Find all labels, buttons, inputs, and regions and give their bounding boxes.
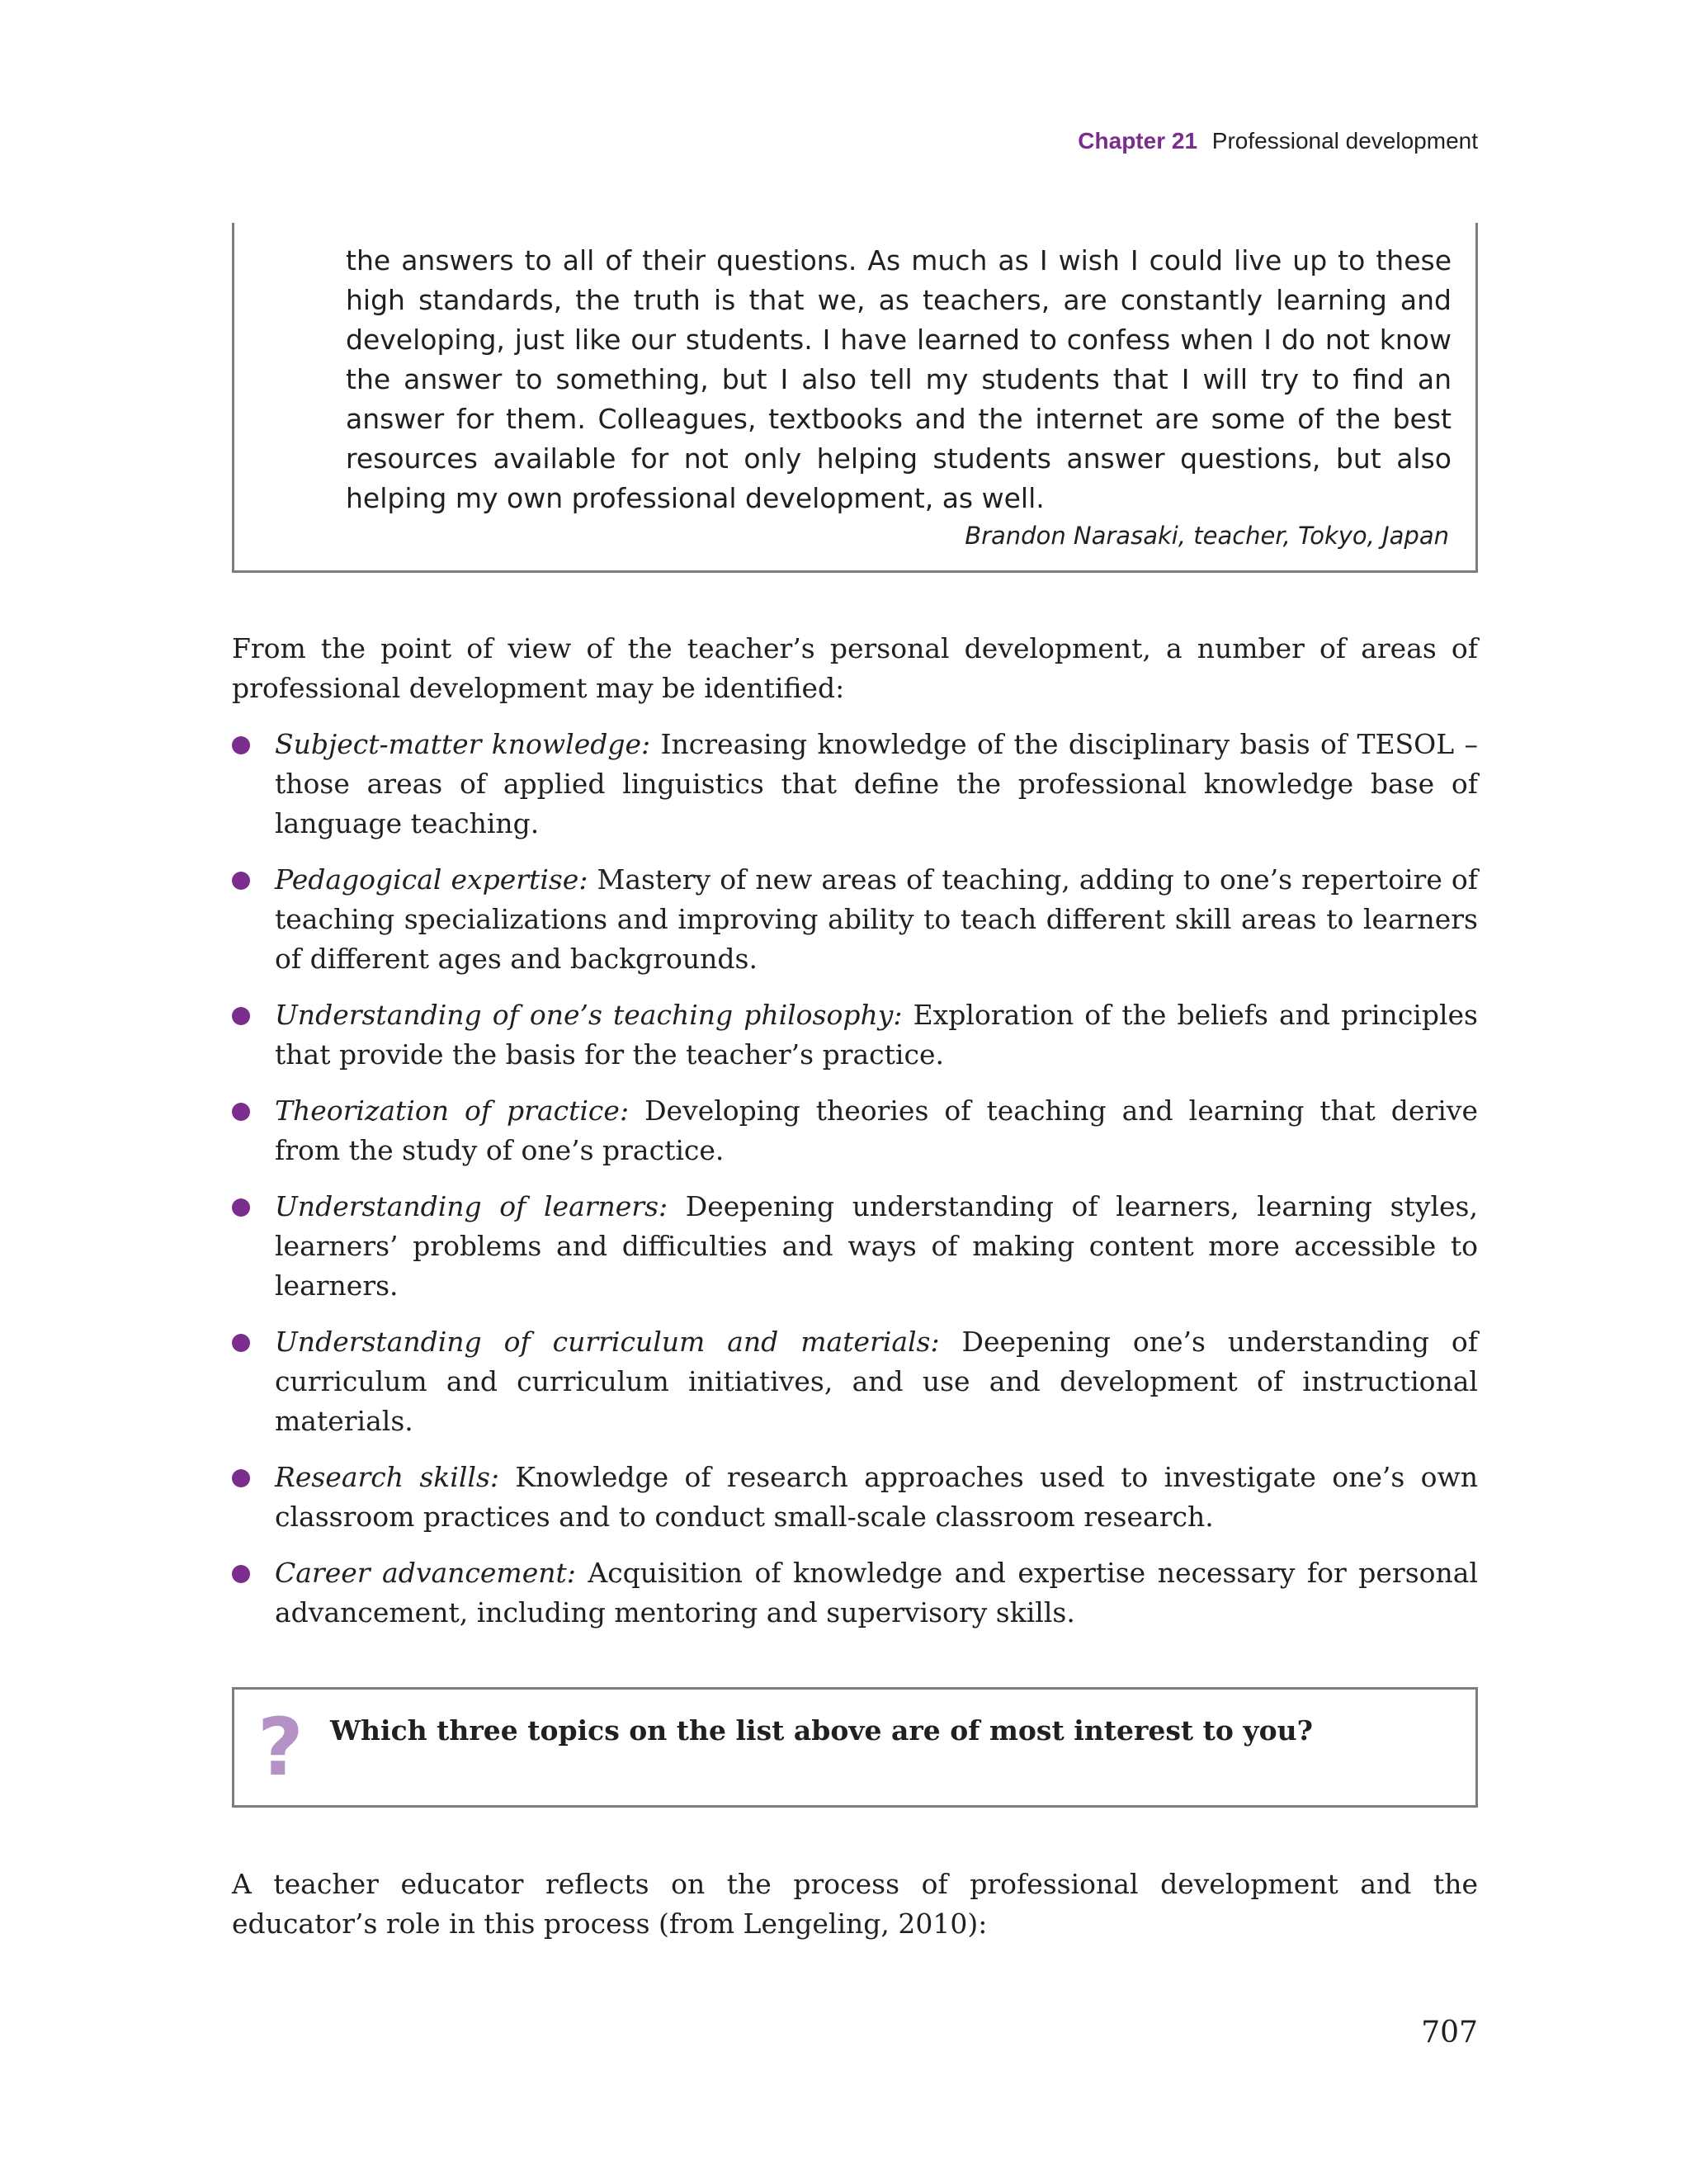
- area-description: Deepening one’s understanding of curriculum and curriculum initiatives, and use and development of instructional materials.: [275, 1326, 1478, 1437]
- list-item: [232, 1091, 1478, 1170]
- question-box: [232, 1687, 1478, 1808]
- area-description: Increasing knowledge of the disciplinary basis of TESOL – those areas of applied linguistics that define the professional knowledge base of language teaching.: [275, 728, 1478, 839]
- area-term: Understanding of learners:: [275, 1190, 668, 1222]
- bullet-icon: [232, 1469, 250, 1487]
- area-term: Understanding of curriculum and materials:: [275, 1326, 940, 1358]
- area-term: Subject-matter knowledge:: [275, 728, 651, 760]
- list-item: [232, 995, 1478, 1075]
- area-term: Career advancement:: [275, 1557, 576, 1589]
- list-item: [232, 1553, 1478, 1633]
- bullet-icon: [232, 1334, 250, 1352]
- quote-attribution: Brandon Narasaki, teacher, Tokyo, Japan: [965, 522, 1449, 550]
- chapter-label: Chapter 21: [1078, 128, 1198, 154]
- list-item: [232, 725, 1478, 844]
- area-description: Deepening understanding of learners, learning styles, learners’ problems and difficulties and ways of making content more accessible to learners.: [275, 1190, 1478, 1302]
- section-title: Professional development: [1211, 128, 1478, 154]
- page-number: 707: [1421, 2016, 1478, 2049]
- running-head: [1078, 128, 1478, 154]
- closing-paragraph: A teacher educator reflects on the process of professional development and the educator’s role in this process (from Lengeling, 2010):: [232, 1868, 1478, 1940]
- area-term: Theorization of practice:: [275, 1094, 630, 1127]
- area-term: Understanding of one’s teaching philosophy:: [275, 999, 903, 1031]
- list-item: [232, 1458, 1478, 1537]
- bullet-icon: [232, 736, 250, 754]
- area-description: Knowledge of research approaches used to investigate one’s own classroom practices and to conduct small-scale classroom research.: [275, 1461, 1478, 1533]
- quote-text: the answers to all of their questions. As much as I wish I could live up to these high standards, the truth is that we, as teachers, are constantly learning and developing, just like our students. I have learned to confess when I do not know the answer to something, but I also tell my students that I will try to find an answer for them. Colleagues, textbooks and the internet are some of the best resources available for not only helping students answer questions, but also helping my own professional development, as well.: [346, 244, 1452, 514]
- bullet-icon: [232, 1565, 250, 1583]
- bullet-icon: [232, 1198, 250, 1217]
- list-item: [232, 1187, 1478, 1306]
- intro-paragraph: From the point of view of the teacher’s personal development, a number of areas of professional development may be identified:: [232, 632, 1478, 704]
- bullet-icon: [232, 1007, 250, 1025]
- list-item: [232, 860, 1478, 979]
- question-mark-icon: ?: [257, 1701, 304, 1794]
- area-description: Exploration of the beliefs and principles that provide the basis for the teacher’s practice.: [275, 999, 1478, 1071]
- area-term: Pedagogical expertise:: [275, 863, 588, 896]
- area-description: Developing theories of teaching and learning that derive from the study of one’s practice.: [275, 1094, 1478, 1166]
- area-description: Acquisition of knowledge and expertise necessary for personal advancement, including mentoring and supervisory skills.: [275, 1557, 1478, 1629]
- quote-box: [232, 223, 1478, 573]
- areas-list: [232, 725, 1478, 1649]
- list-item: [232, 1322, 1478, 1441]
- bullet-icon: [232, 872, 250, 890]
- area-description: Mastery of new areas of teaching, adding to one’s repertoire of teaching specializations and improving ability to teach different skill areas to learners of different ages and backgrounds.: [275, 863, 1478, 975]
- area-term: Research skills:: [275, 1461, 499, 1493]
- question-text: Which three topics on the list above are of most interest to you?: [330, 1714, 1313, 1747]
- bullet-icon: [232, 1103, 250, 1121]
